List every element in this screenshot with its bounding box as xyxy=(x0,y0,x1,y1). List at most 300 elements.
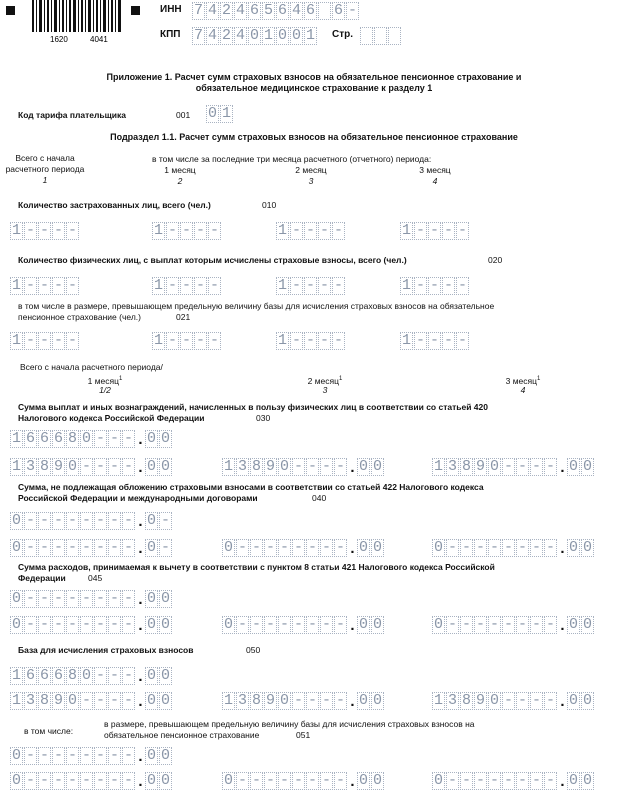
char-cell: 0 xyxy=(223,772,233,789)
char-cell: 4 xyxy=(291,2,301,19)
line040-m3[interactable] xyxy=(432,537,595,557)
char-cell: 6 xyxy=(249,2,259,19)
char-cell: - xyxy=(443,277,453,294)
col-m3-num: 4 xyxy=(432,176,438,186)
line030-code: 030 xyxy=(256,413,271,423)
char-cell: - xyxy=(109,512,119,529)
char-cell: - xyxy=(81,539,91,556)
char-cell: - xyxy=(95,539,105,556)
line020-m2[interactable] xyxy=(276,275,346,295)
char-cell: - xyxy=(195,332,205,349)
decimal-point: . xyxy=(560,459,565,476)
char-cell: 0 xyxy=(582,539,592,556)
col2-m2: 2 месяц$^1$ xyxy=(307,375,343,386)
line040-m1[interactable] xyxy=(10,537,173,557)
line020-code: 020 xyxy=(488,255,503,265)
char-cell: - xyxy=(25,747,35,764)
char-cell: 1 xyxy=(11,430,21,447)
char-cell: 0 xyxy=(249,27,259,44)
char-cell: 0 xyxy=(223,539,233,556)
col-m3: 3 месяц xyxy=(419,165,451,175)
char-cell xyxy=(374,27,387,45)
char-cell: 0 xyxy=(372,772,382,789)
char-cell: - xyxy=(25,590,35,607)
char-cell: - xyxy=(53,772,63,789)
char-cell: 0 xyxy=(160,667,170,684)
char-cell: - xyxy=(279,539,289,556)
col2-m3-num: 4 xyxy=(520,385,526,395)
char-cell: 0 xyxy=(67,692,77,709)
char-cell: - xyxy=(429,332,439,349)
char-cell: - xyxy=(321,616,331,633)
char-cell: - xyxy=(517,692,527,709)
char-cell: 9 xyxy=(53,458,63,475)
char-cell: 0 xyxy=(582,772,592,789)
char-cell: 0 xyxy=(146,539,156,556)
char-cell: 3 xyxy=(447,458,457,475)
char-cell: 5 xyxy=(263,2,273,19)
line030-total[interactable] xyxy=(10,428,173,448)
char-cell: - xyxy=(319,332,329,349)
char-cell: 1 xyxy=(277,332,287,349)
char-cell: 0 xyxy=(582,458,592,475)
line045-m2[interactable] xyxy=(222,614,385,634)
char-cell: 1 xyxy=(11,222,21,239)
line021-m3[interactable] xyxy=(400,330,470,350)
char-cell: 1 xyxy=(153,222,163,239)
page-label: Стр. xyxy=(332,29,354,40)
decimal-point: . xyxy=(350,773,355,790)
char-cell: - xyxy=(67,512,77,529)
line045-m3[interactable] xyxy=(432,614,595,634)
line045-m1[interactable] xyxy=(10,614,173,634)
char-cell: - xyxy=(39,332,49,349)
char-cell: 0 xyxy=(160,590,170,607)
char-cell: 1 xyxy=(223,692,233,709)
char-cell: 0 xyxy=(160,430,170,447)
line020-m3[interactable] xyxy=(400,275,470,295)
line051-m1[interactable] xyxy=(10,770,173,790)
char-cell: - xyxy=(95,458,105,475)
char-cell: - xyxy=(209,277,219,294)
line050-total[interactable] xyxy=(10,665,173,685)
char-cell: - xyxy=(335,616,345,633)
char-cell: - xyxy=(531,616,541,633)
char-cell: - xyxy=(489,616,499,633)
char-cell: - xyxy=(109,772,119,789)
char-cell: 1 xyxy=(433,458,443,475)
char-cell: 0 xyxy=(146,692,156,709)
char-cell: 0 xyxy=(568,772,578,789)
char-cell: - xyxy=(237,772,247,789)
line021-code: 021 xyxy=(176,312,191,322)
char-cell: - xyxy=(457,332,467,349)
char-cell: - xyxy=(160,512,170,529)
char-cell: - xyxy=(123,772,133,789)
char-cell: - xyxy=(545,692,555,709)
char-cell: - xyxy=(457,222,467,239)
col2-m1: 1 месяц$^1$ xyxy=(87,375,123,386)
char-cell: - xyxy=(305,332,315,349)
char-cell: - xyxy=(109,458,119,475)
char-cell: - xyxy=(53,539,63,556)
line010-code: 010 xyxy=(262,200,277,210)
char-cell: - xyxy=(335,692,345,709)
char-cell: - xyxy=(293,772,303,789)
char-cell: - xyxy=(333,332,343,349)
char-cell: - xyxy=(109,539,119,556)
decimal-point: . xyxy=(138,540,143,557)
char-cell: - xyxy=(123,458,133,475)
char-cell: - xyxy=(81,692,91,709)
char-cell: - xyxy=(503,458,513,475)
char-cell: - xyxy=(251,616,261,633)
char-cell: 9 xyxy=(265,692,275,709)
char-cell: - xyxy=(81,747,91,764)
char-cell: - xyxy=(95,590,105,607)
char-cell: 1 xyxy=(11,277,21,294)
line040-label-1: Сумма, не подлежащая обложению страховыми взносами в соответствии со статьей 422 Налогового кодекса xyxy=(18,482,484,492)
tariff-label: Код тарифа плательщика xyxy=(18,110,127,120)
char-cell: - xyxy=(293,692,303,709)
char-cell: - xyxy=(95,772,105,789)
line030-m1[interactable] xyxy=(10,456,173,476)
line020-total[interactable] xyxy=(10,275,80,295)
char-cell: 0 xyxy=(11,512,21,529)
char-cell: - xyxy=(67,332,77,349)
line051-prefix: в том числе: xyxy=(24,726,74,736)
char-cell: - xyxy=(503,539,513,556)
char-cell: - xyxy=(265,539,275,556)
char-cell: 0 xyxy=(11,772,21,789)
char-cell: 6 xyxy=(277,2,287,19)
char-cell: 1 xyxy=(401,277,411,294)
line010-m3[interactable] xyxy=(400,220,470,240)
char-cell: 1 xyxy=(277,277,287,294)
decimal-point: . xyxy=(350,617,355,634)
subsection-title: Подраздел 1.1. Расчет сумм страховых взносов на обязательное пенсионное страхование xyxy=(110,132,518,142)
char-cell: - xyxy=(237,616,247,633)
char-cell: - xyxy=(123,590,133,607)
char-cell: 0 xyxy=(81,430,91,447)
char-cell: - xyxy=(265,772,275,789)
char-cell: 0 xyxy=(372,616,382,633)
inn-label: ИНН xyxy=(160,4,182,15)
char-cell: 0 xyxy=(372,692,382,709)
col-total-num: 1 xyxy=(42,175,48,185)
line021-total[interactable] xyxy=(10,330,80,350)
char-cell: - xyxy=(95,512,105,529)
char-cell: - xyxy=(53,616,63,633)
char-cell: 0 xyxy=(279,458,289,475)
char-cell: - xyxy=(39,772,49,789)
char-cell: - xyxy=(109,692,119,709)
char-cell: 0 xyxy=(433,616,443,633)
char-cell: 0 xyxy=(146,512,156,529)
char-cell: - xyxy=(25,772,35,789)
col2-m3: 3 месяц$^1$ xyxy=(505,375,541,386)
char-cell: 0 xyxy=(277,27,287,44)
line051-label-2: обязательное пенсионное страхование xyxy=(104,730,260,740)
char-cell: 8 xyxy=(67,430,77,447)
line051-total[interactable] xyxy=(10,745,173,765)
char-cell: - xyxy=(67,277,77,294)
char-cell: - xyxy=(443,332,453,349)
char-cell: - xyxy=(307,458,317,475)
line051-label-1: в размере, превышающем предельную величину базы для исчисления страховых взносов на xyxy=(104,719,475,729)
char-cell: - xyxy=(475,539,485,556)
char-cell: 0 xyxy=(279,692,289,709)
char-cell: - xyxy=(123,667,133,684)
char-cell: - xyxy=(53,332,63,349)
char-cell: 0 xyxy=(358,616,368,633)
char-cell: - xyxy=(415,332,425,349)
char-cell: 0 xyxy=(582,616,592,633)
char-cell: - xyxy=(545,458,555,475)
char-cell: 3 xyxy=(25,458,35,475)
char-cell: - xyxy=(531,539,541,556)
char-cell: - xyxy=(109,430,119,447)
char-cell: 3 xyxy=(447,692,457,709)
line020-m1[interactable] xyxy=(152,275,222,295)
appendix-title-1: Приложение 1. Расчет сумм страховых взносов на обязательное пенсионное страхование и xyxy=(106,72,522,82)
char-cell: 9 xyxy=(475,692,485,709)
char-cell: - xyxy=(181,277,191,294)
char-cell: 1 xyxy=(223,458,233,475)
char-cell: 0 xyxy=(358,772,368,789)
char-cell: 0 xyxy=(81,667,91,684)
char-cell: 3 xyxy=(237,692,247,709)
char-cell: 1 xyxy=(153,277,163,294)
char-cell: 3 xyxy=(25,692,35,709)
char-cell: 6 xyxy=(333,2,343,19)
char-cell: - xyxy=(279,616,289,633)
char-cell: - xyxy=(531,458,541,475)
kpp-field[interactable] xyxy=(192,25,318,45)
char-cell: - xyxy=(517,458,527,475)
char-cell: - xyxy=(25,616,35,633)
char-cell: 1 xyxy=(433,692,443,709)
char-cell: - xyxy=(319,277,329,294)
char-cell: 0 xyxy=(582,692,592,709)
decimal-point: . xyxy=(138,591,143,608)
char-cell: - xyxy=(517,772,527,789)
char-cell: - xyxy=(95,430,105,447)
char-cell: - xyxy=(503,772,513,789)
char-cell: - xyxy=(517,616,527,633)
line045-label-1: Сумма расходов, принимаемая к вычету в соответствии с пунктом 8 статьи 421 Налогового кодекса Российской xyxy=(18,562,495,572)
char-cell: - xyxy=(167,277,177,294)
char-cell: - xyxy=(447,616,457,633)
char-cell: - xyxy=(293,616,303,633)
line040-m2[interactable] xyxy=(222,537,385,557)
char-cell: 0 xyxy=(358,458,368,475)
char-cell: 0 xyxy=(291,27,301,44)
char-cell: - xyxy=(25,539,35,556)
barcode-number-left: 1620 xyxy=(50,35,68,44)
line051-m3[interactable] xyxy=(432,770,595,790)
line021-m2[interactable] xyxy=(276,330,346,350)
decimal-point: . xyxy=(350,693,355,710)
line050-m1[interactable] xyxy=(10,690,173,710)
char-cell: - xyxy=(333,222,343,239)
line045-label-2: Федерации xyxy=(18,573,66,583)
char-cell: 4 xyxy=(235,2,245,19)
char-cell: - xyxy=(167,332,177,349)
char-cell: - xyxy=(307,539,317,556)
char-cell: - xyxy=(545,616,555,633)
char-cell: - xyxy=(81,512,91,529)
char-cell: - xyxy=(25,277,35,294)
decimal-point: . xyxy=(138,693,143,710)
line050-m2[interactable] xyxy=(222,690,385,710)
char-cell: 8 xyxy=(461,692,471,709)
barcode xyxy=(10,0,150,46)
line010-m1[interactable] xyxy=(152,220,222,240)
char-cell: - xyxy=(545,772,555,789)
char-cell: - xyxy=(307,772,317,789)
char-cell: - xyxy=(53,277,63,294)
char-cell: - xyxy=(291,277,301,294)
char-cell: - xyxy=(447,772,457,789)
char-cell: 0 xyxy=(372,539,382,556)
char-cell: - xyxy=(25,512,35,529)
char-cell: 1 xyxy=(221,105,231,122)
char-cell: - xyxy=(181,332,191,349)
char-cell: - xyxy=(291,332,301,349)
char-cell: - xyxy=(109,590,119,607)
char-cell: - xyxy=(81,458,91,475)
char-cell: - xyxy=(123,747,133,764)
char-cell: 1 xyxy=(263,27,273,44)
decimal-point: . xyxy=(138,431,143,448)
char-cell: - xyxy=(67,616,77,633)
char-cell: - xyxy=(531,772,541,789)
char-cell: 6 xyxy=(25,430,35,447)
char-cell: 0 xyxy=(146,616,156,633)
char-cell: - xyxy=(461,539,471,556)
line030-label-2: Налогового кодекса Российской Федерации xyxy=(18,413,205,423)
char-cell: 1 xyxy=(11,458,21,475)
line010-m2[interactable] xyxy=(276,220,346,240)
char-cell: - xyxy=(503,616,513,633)
line050-m3[interactable] xyxy=(432,690,595,710)
char-cell: 6 xyxy=(39,667,49,684)
decimal-point: . xyxy=(350,540,355,557)
char-cell: 0 xyxy=(146,590,156,607)
char-cell: - xyxy=(335,539,345,556)
char-cell: 6 xyxy=(53,667,63,684)
char-cell: - xyxy=(461,772,471,789)
char-cell: 0 xyxy=(568,692,578,709)
char-cell: - xyxy=(429,222,439,239)
char-cell: 8 xyxy=(251,458,261,475)
char-cell: 1 xyxy=(305,27,315,44)
char-cell: - xyxy=(95,616,105,633)
char-cell: - xyxy=(321,458,331,475)
char-cell: - xyxy=(237,539,247,556)
char-cell: 0 xyxy=(489,692,499,709)
char-cell: 3 xyxy=(237,458,247,475)
char-cell: - xyxy=(489,772,499,789)
tariff-field[interactable] xyxy=(206,103,234,123)
col-total-line2: расчетного периода xyxy=(5,164,85,174)
line021-m1[interactable] xyxy=(152,330,222,350)
char-cell: 0 xyxy=(146,747,156,764)
inn-field[interactable] xyxy=(192,0,360,20)
char-cell: - xyxy=(95,747,105,764)
line040-total[interactable] xyxy=(10,510,173,530)
char-cell: 8 xyxy=(251,692,261,709)
char-cell: - xyxy=(531,692,541,709)
line030-m2[interactable] xyxy=(222,456,385,476)
char-cell: - xyxy=(545,539,555,556)
decimal-point: . xyxy=(138,513,143,530)
line045-code: 045 xyxy=(88,573,103,583)
char-cell: 9 xyxy=(53,692,63,709)
char-cell: 0 xyxy=(160,772,170,789)
char-cell: - xyxy=(181,222,191,239)
char-cell: 7 xyxy=(193,2,203,19)
char-cell: - xyxy=(517,539,527,556)
line051-m2[interactable] xyxy=(222,770,385,790)
decimal-point: . xyxy=(560,540,565,557)
char-cell: - xyxy=(39,747,49,764)
char-cell: - xyxy=(123,539,133,556)
page-field[interactable] xyxy=(360,25,402,45)
char-cell: 7 xyxy=(193,27,203,44)
char-cell: - xyxy=(415,222,425,239)
char-cell xyxy=(318,2,331,20)
char-cell xyxy=(388,27,401,45)
char-cell: - xyxy=(319,222,329,239)
char-cell: 4 xyxy=(207,2,217,19)
line030-m3[interactable] xyxy=(432,456,595,476)
line050-label: База для исчисления страховых взносов xyxy=(18,645,194,655)
decimal-point: . xyxy=(350,459,355,476)
tariff-code: 001 xyxy=(176,110,191,120)
char-cell: - xyxy=(39,277,49,294)
char-cell: - xyxy=(53,222,63,239)
char-cell: - xyxy=(293,458,303,475)
char-cell: - xyxy=(109,747,119,764)
char-cell: - xyxy=(123,616,133,633)
decimal-point: . xyxy=(138,773,143,790)
char-cell: 1 xyxy=(277,222,287,239)
char-cell: 0 xyxy=(11,616,21,633)
line021-label-1: в том числе в размере, превышающем предельную величину базы для исчисления страховых взносов на обязательное xyxy=(18,301,495,311)
char-cell: - xyxy=(123,512,133,529)
char-cell: - xyxy=(293,539,303,556)
char-cell: - xyxy=(475,616,485,633)
line010-label: Количество застрахованных лиц, всего (чел.) xyxy=(18,200,211,210)
char-cell: 0 xyxy=(11,590,21,607)
line010-total[interactable] xyxy=(10,220,80,240)
char-cell: 0 xyxy=(160,692,170,709)
char-cell: 4 xyxy=(207,27,217,44)
char-cell: - xyxy=(457,277,467,294)
char-cell: 6 xyxy=(39,430,49,447)
line021-label-2: пенсионное страхование (чел.) xyxy=(18,312,141,322)
line045-total[interactable] xyxy=(10,588,173,608)
char-cell: 1 xyxy=(401,332,411,349)
char-cell: - xyxy=(53,512,63,529)
char-cell: - xyxy=(195,277,205,294)
char-cell: 6 xyxy=(25,667,35,684)
col-m2: 2 месяц xyxy=(295,165,327,175)
char-cell: - xyxy=(305,277,315,294)
col-m1-num: 2 xyxy=(177,176,183,186)
